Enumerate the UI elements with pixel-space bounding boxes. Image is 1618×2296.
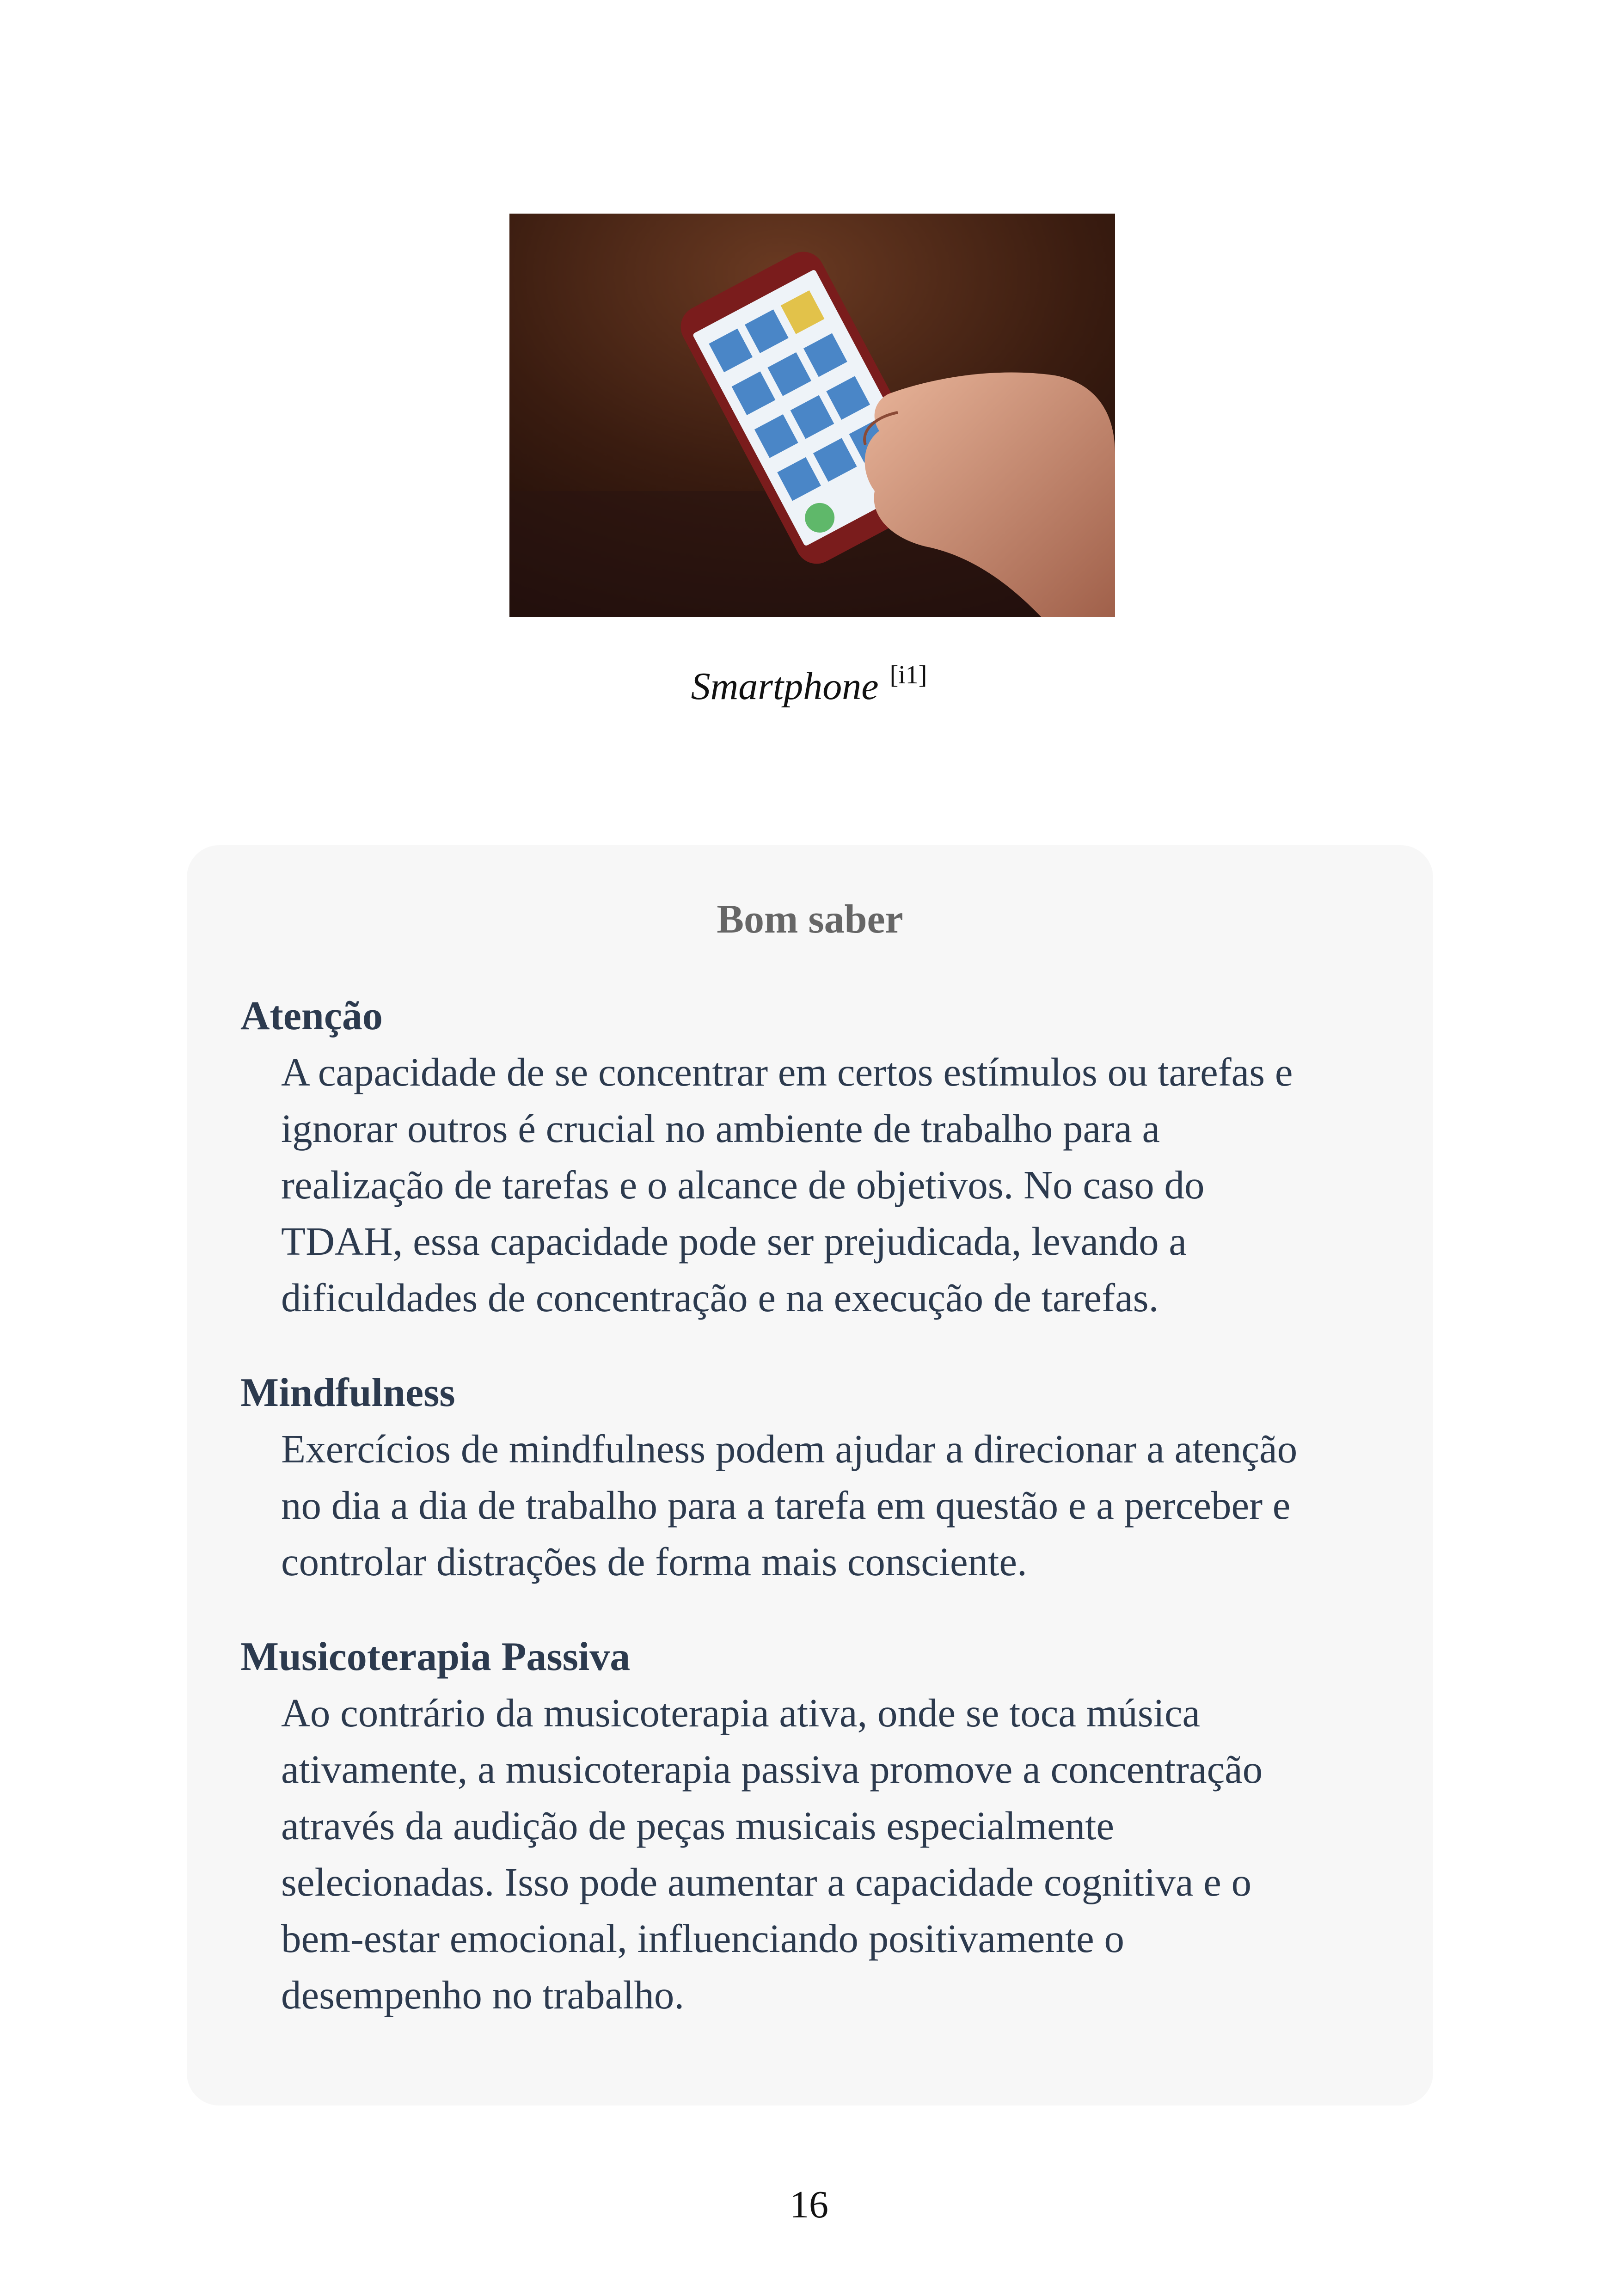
definition-line: realização de tarefas e o alcance de objetivos. No caso do	[281, 1162, 1205, 1207]
term-mindfulness	[240, 1365, 1405, 1590]
term-title: Mindfulness	[240, 1370, 455, 1415]
definition-line: TDAH, essa capacidade pode ser prejudicada, levando a	[281, 1219, 1187, 1264]
definition-line: Exercícios de mindfulness podem ajudar a direcionar a atenção	[281, 1426, 1298, 1471]
caption-text: Smartphone	[691, 665, 879, 708]
caption-reference: [i1]	[889, 661, 927, 689]
definition-line: dificuldades de concentração e na execução de tarefas.	[281, 1275, 1159, 1320]
term-definition	[281, 1044, 1405, 1326]
figure-caption	[0, 660, 1618, 709]
definition-line: ativamente, a musicoterapia passiva promove a concentração	[281, 1747, 1263, 1792]
term-definition	[281, 1421, 1405, 1590]
smartphone-illustration	[509, 214, 1115, 617]
definition-line: através da audição de peças musicais especialmente	[281, 1803, 1114, 1848]
definition-line: A capacidade de se concentrar em certos estímulos ou tarefas e	[281, 1050, 1293, 1094]
definition-line: selecionadas. Isso pode aumentar a capacidade cognitiva e o	[281, 1860, 1252, 1904]
term-passive-music-therapy	[240, 1629, 1405, 2023]
term-title: Atenção	[240, 994, 383, 1038]
definition-line: bem-estar emocional, influenciando positivamente o	[281, 1916, 1124, 1961]
term-definition	[281, 1685, 1405, 2023]
info-box-title: Bom saber	[717, 897, 903, 942]
term-title: Musicoterapia Passiva	[240, 1634, 631, 1679]
definition-line: controlar distrações de forma mais consciente.	[281, 1539, 1027, 1584]
definition-line: ignorar outros é crucial no ambiente de trabalho para a	[281, 1106, 1160, 1151]
definition-line: no dia a dia de trabalho para a tarefa em questão e a perceber e	[281, 1483, 1291, 1528]
definition-line: desempenho no trabalho.	[281, 1972, 685, 2017]
smartphone-photo	[509, 214, 1115, 617]
page-number: 16	[790, 2183, 828, 2226]
term-list	[240, 988, 1405, 2063]
info-box	[187, 845, 1433, 2106]
definition-line: Ao contrário da musicoterapia ativa, onde se toca música	[281, 1690, 1201, 1735]
term-attention	[240, 988, 1405, 1326]
